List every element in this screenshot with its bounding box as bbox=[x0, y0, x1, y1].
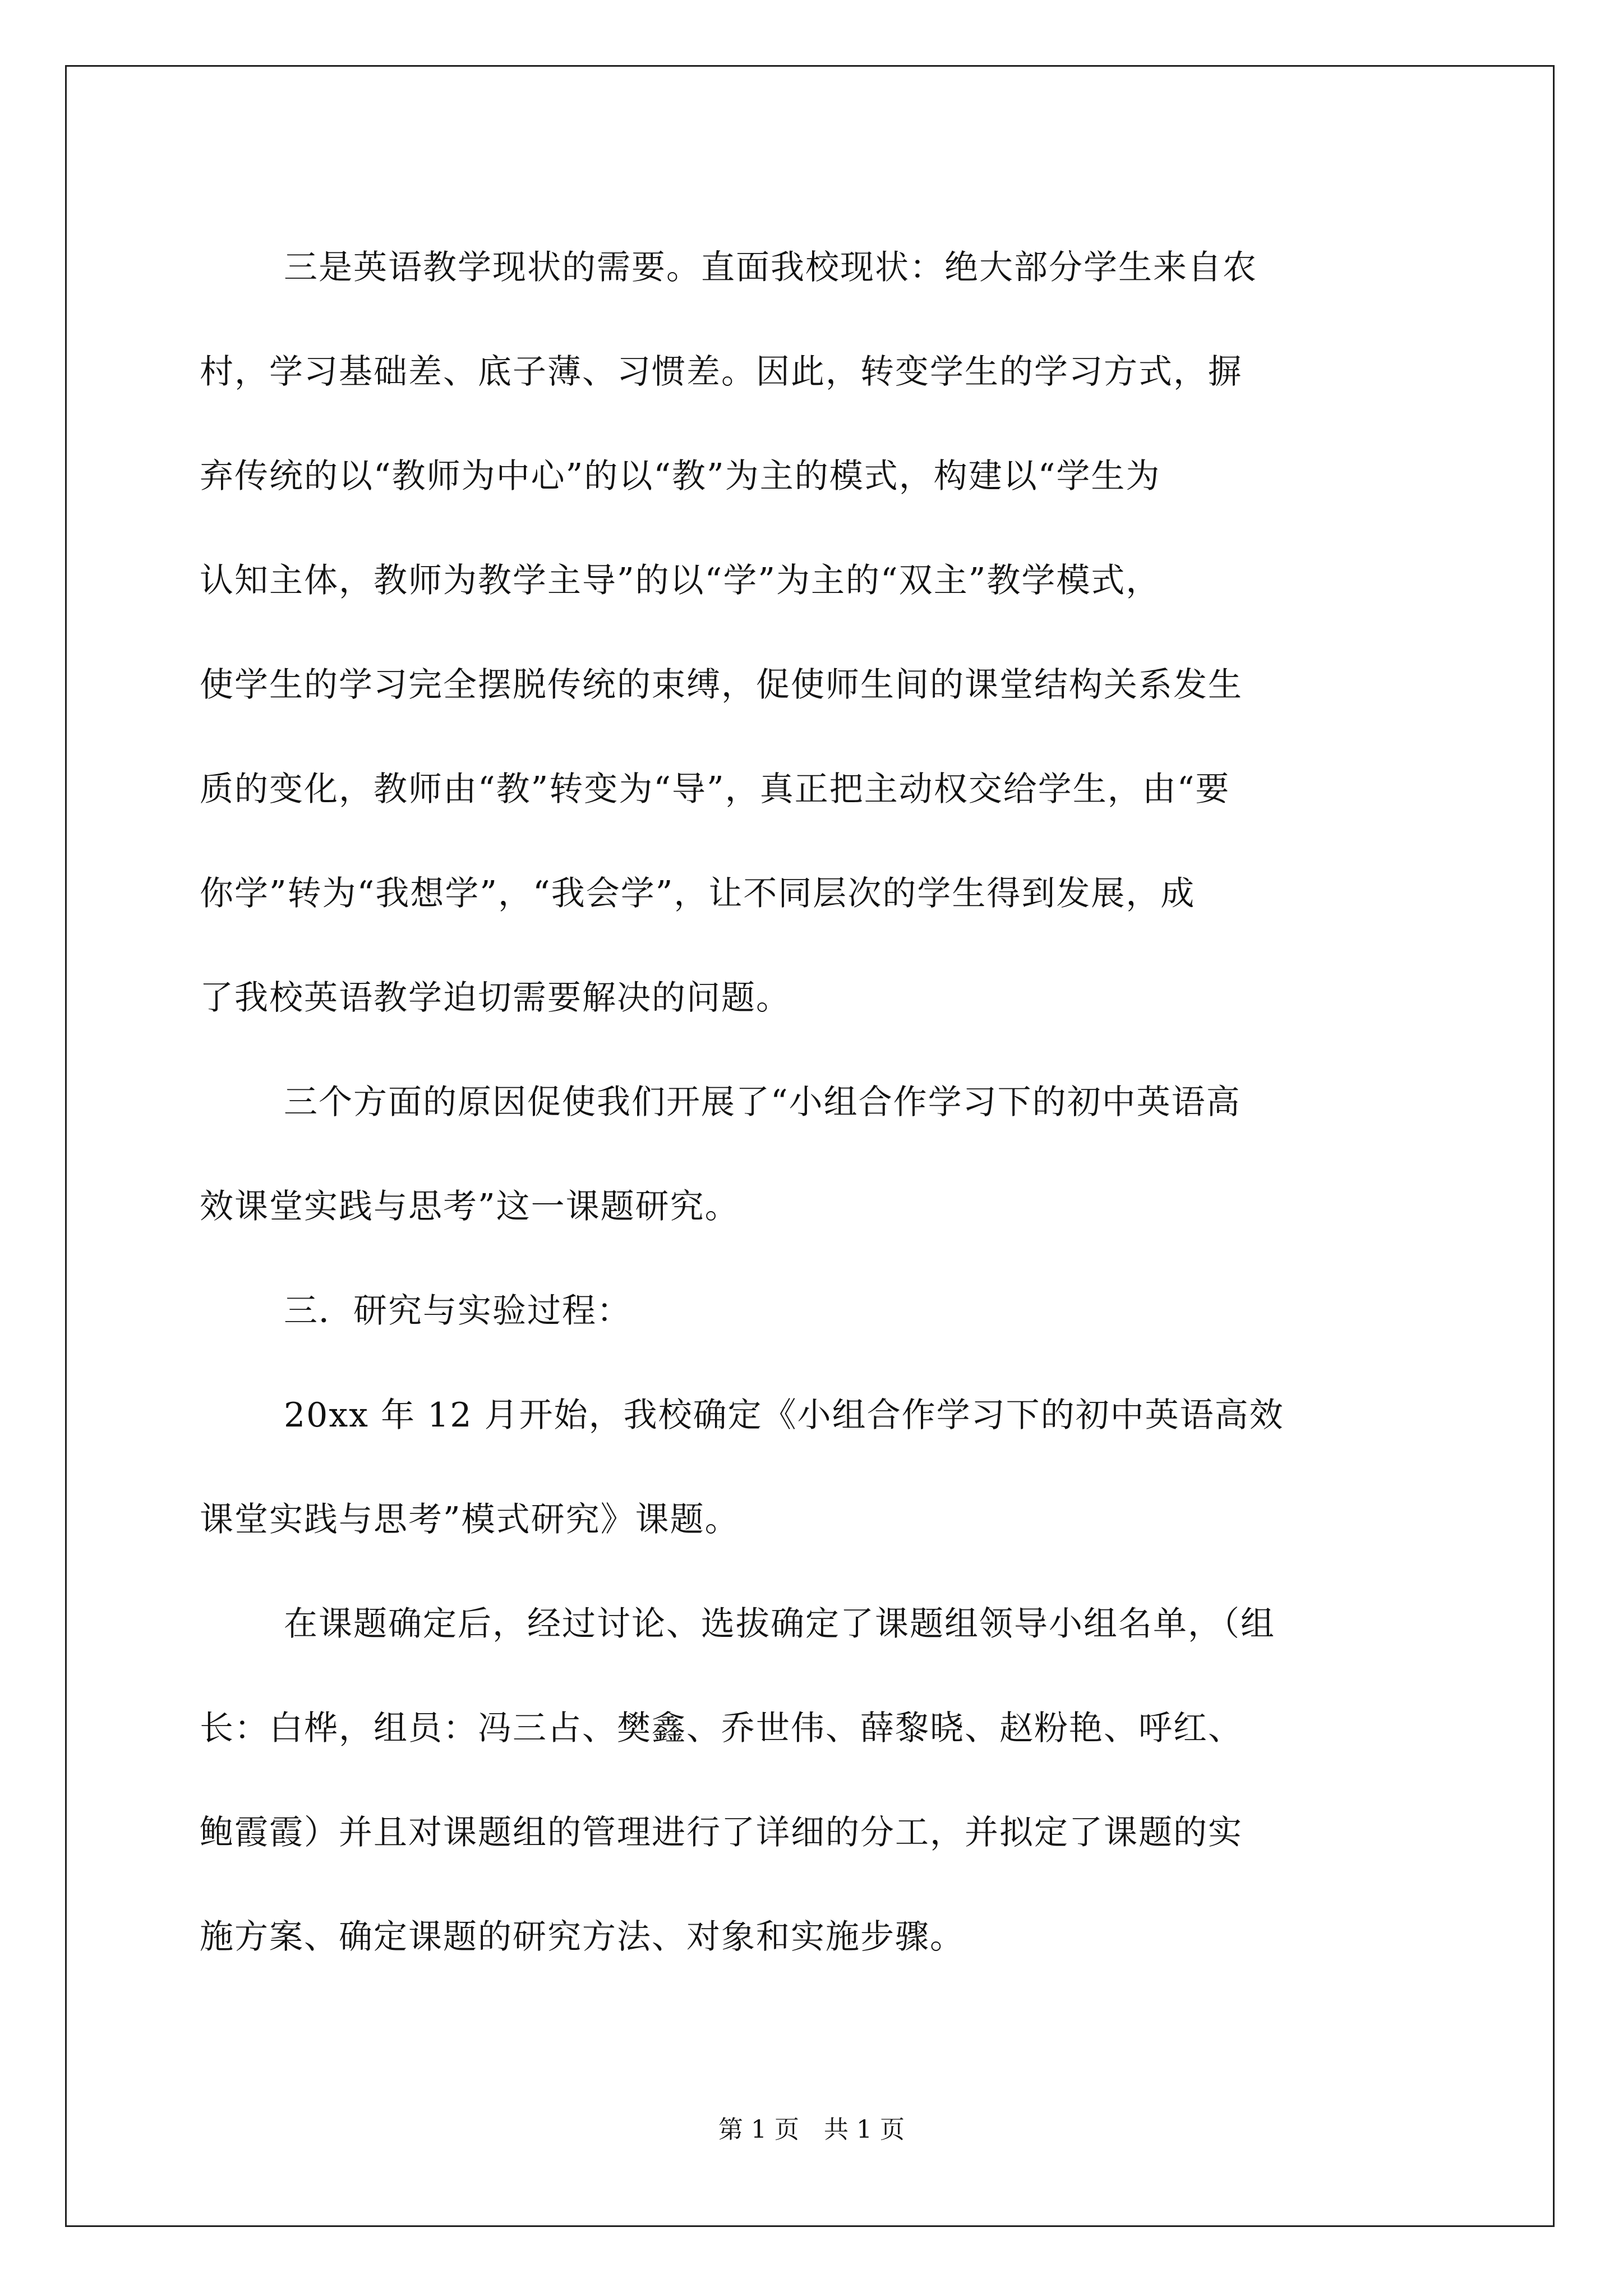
text-line: 了我校英语教学迫切需要解决的问题。 bbox=[200, 978, 791, 1018]
text-line: 你学”转为“我想学”，“我会学”，让不同层次的学生得到发展，成 bbox=[200, 874, 1196, 913]
text-line: 长：白桦，组员：冯三占、樊鑫、乔世伟、薛黎晓、赵粉艳、呼红、 bbox=[200, 1709, 1243, 1748]
text-line: 质的变化，教师由“教”转变为“导”，真正把主动权交给学生，由“要 bbox=[200, 770, 1230, 809]
text-line: 20xx 年 12 月开始，我校确定《小组合作学习下的初中英语高效 bbox=[284, 1396, 1284, 1435]
paragraph-1 bbox=[200, 215, 1428, 1050]
text-line: 使学生的学习完全摆脱传统的束缚，促使师生间的课堂结构关系发生 bbox=[200, 665, 1243, 705]
text-line: 三．研究与实验过程： bbox=[284, 1291, 631, 1331]
text-line: 在课题确定后，经过讨论、选拔确定了课题组领导小组名单，（组 bbox=[284, 1604, 1275, 1644]
paragraph-4 bbox=[200, 1572, 1428, 1989]
text-line: 三个方面的原因促使我们开展了“小组合作学习下的初中英语高 bbox=[284, 1083, 1241, 1122]
text-line: 效课堂实践与思考”这一课题研究。 bbox=[200, 1187, 740, 1226]
document-body bbox=[200, 215, 1428, 1989]
text-line: 鲍霞霞）并且对课题组的管理进行了详细的分工，并拟定了课题的实 bbox=[200, 1813, 1243, 1852]
paragraph-2 bbox=[200, 1050, 1428, 1259]
text-line: 认知主体，教师为教学主导”的以“学”为主的“双主”教学模式， bbox=[200, 561, 1161, 600]
text-line: 村，学习基础差、底子薄、习惯差。因此，转变学生的学习方式，摒 bbox=[200, 352, 1243, 392]
page-number-footer: 第 1 页 共 1 页 bbox=[718, 2115, 905, 2144]
text-line: 弃传统的以“教师为中心”的以“教”为主的模式，构建以“学生为 bbox=[200, 457, 1161, 496]
text-line: 施方案、确定课题的研究方法、对象和实施步骤。 bbox=[200, 1917, 965, 1957]
paragraph-3 bbox=[200, 1363, 1428, 1572]
section-heading bbox=[200, 1259, 1428, 1363]
text-line: 三是英语教学现状的需要。直面我校现状：绝大部分学生来自农 bbox=[284, 248, 1257, 287]
text-line: 课堂实践与思考”模式研究》课题。 bbox=[200, 1500, 740, 1539]
